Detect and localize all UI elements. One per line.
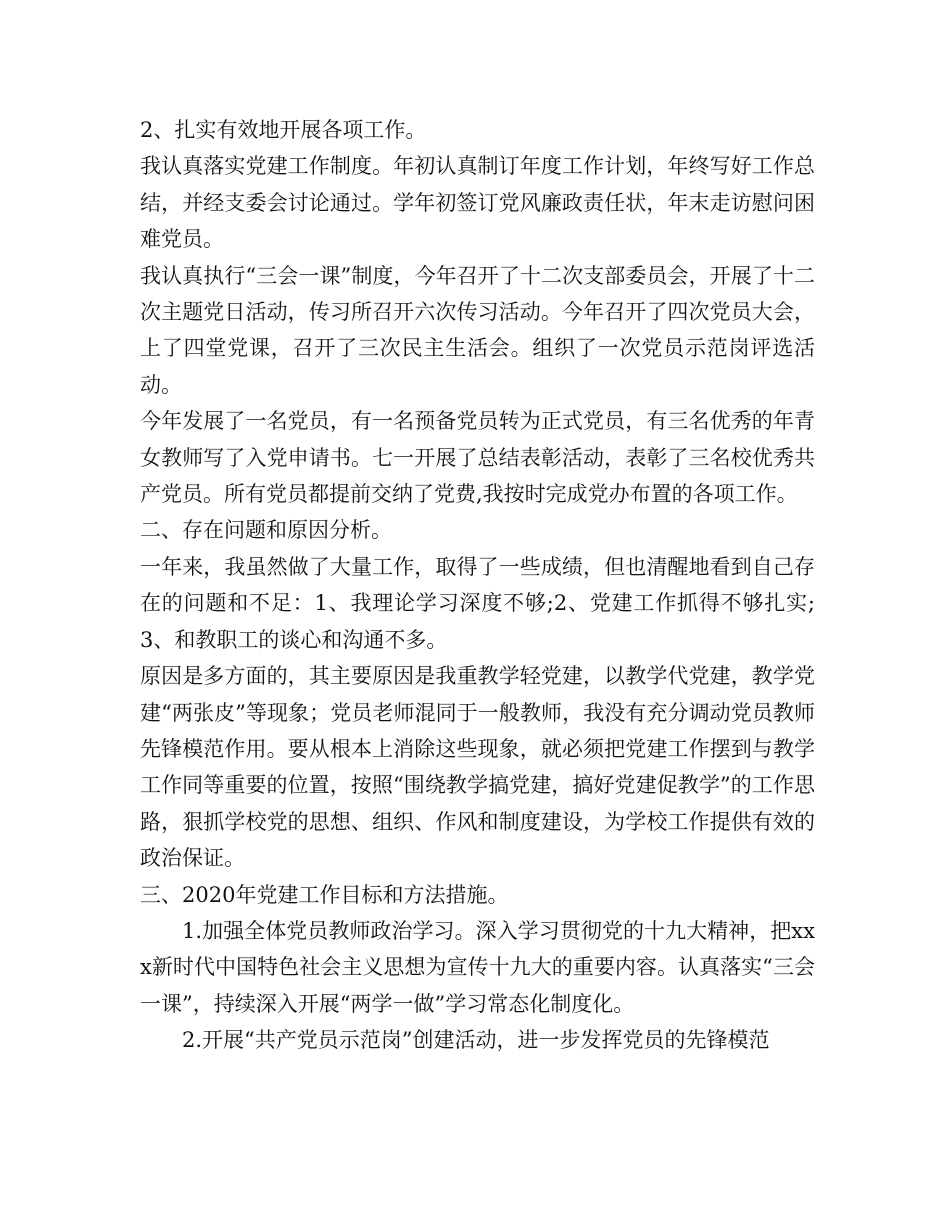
list-item-political-study: 1.加强全体党员教师政治学习。深入学习贯彻党的十九大精神，把xxx新时代中国特色社会主义思想为宣传十九大的重要内容。认真落实“三会一课”，持续深入开展“两学一做”学习常态化制度化。 bbox=[140, 918, 815, 1016]
subheading-work-tasks: 2、扎实有效地开展各项工作。 bbox=[140, 118, 427, 142]
paragraph-member-development: 今年发展了一名党员，有一名预备党员转为正式党员，有三名优秀的年青女教师写了入党申请书。七一开展了总结表彰活动，表彰了三名校优秀共产党员。所有党员都提前交纳了党费,我按时完成党办布置的各项工作。 bbox=[140, 409, 815, 507]
section-heading-problems: 二、存在问题和原因分析。 bbox=[140, 518, 392, 543]
paragraph-party-system: 我认真落实党建工作制度。年初认真制订年度工作计划，年终写好工作总结，并经支委会讨论通过。学年初签订党风廉政责任状，年末走访慰问困难党员。 bbox=[140, 154, 815, 252]
list-item-model-post: 2.开展“共产党员示范岗”创建活动，进一步发挥党员的先锋模范 bbox=[182, 1028, 770, 1053]
section-heading-goals: 三、2020年党建工作目标和方法措施。 bbox=[140, 882, 509, 907]
paragraph-three-meetings: 我认真执行“三会一课”制度，今年召开了十二次支部委员会，开展了十二次主题党日活动，传习所召开六次传习活动。今年召开了四次党员大会，上了四堂党课，召开了三次民主生活会。组织了一次党员示范岗评选活动。 bbox=[140, 263, 815, 397]
document-body bbox=[140, 112, 815, 1059]
paragraph-reasons: 原因是多方面的，其主要原因是我重教学轻党建，以教学代党建，教学党建“两张皮”等现象；党员老师混同于一般教师，我没有充分调动党员教师先锋模范作用。要从根本上消除这些现象，就必须把党建工作摆到与教学工作同等重要的位置，按照“围绕教学搞党建，搞好党建促教学”的工作思路，狠抓学校党的思想、组织、作风和制度建设，为学校工作提供有效的政治保证。 bbox=[140, 664, 815, 871]
paragraph-problems: 一年来，我虽然做了大量工作，取得了一些成绩，但也清醒地看到自己存在的问题和不足：1、我理论学习深度不够;2、党建工作抓得不够扎实;3、和教职工的谈心和沟通不多。 bbox=[140, 554, 815, 652]
